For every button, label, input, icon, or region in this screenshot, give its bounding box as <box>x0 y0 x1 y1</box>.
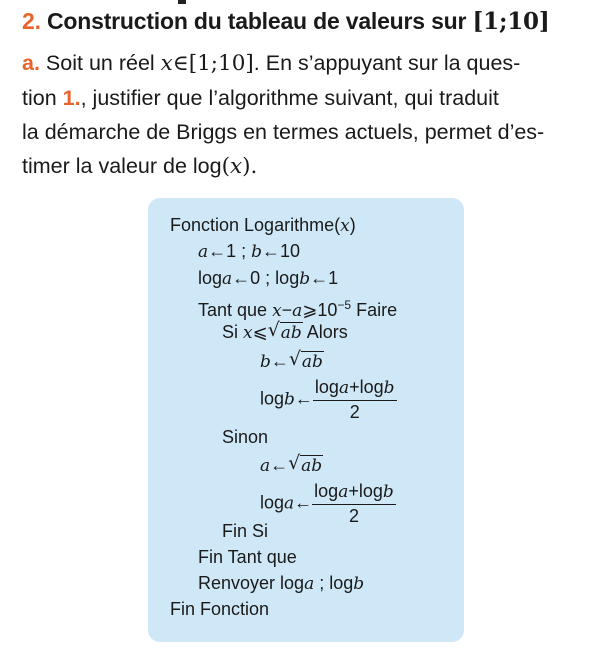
algo-text: Fin Tant que <box>198 547 297 567</box>
algo-line-function <box>170 212 356 239</box>
algo-text: log <box>260 492 285 513</box>
sqrt-symbol: √ <box>288 452 301 474</box>
algo-text: ← <box>294 492 313 513</box>
algo-text: +log <box>348 481 383 501</box>
sqrt-ab <box>289 348 324 375</box>
sqrt-radicand: ab <box>301 352 323 372</box>
algo-text: log <box>314 377 339 397</box>
algo-var: a <box>222 269 233 289</box>
algo-text: Sinon <box>222 427 269 447</box>
algo-var: a <box>304 574 315 594</box>
algo-var: a <box>338 378 350 398</box>
algo-text: log <box>260 388 285 409</box>
section-heading <box>22 8 550 35</box>
algo-line-endfunction <box>170 596 269 622</box>
algo-text: ←10 <box>262 241 301 261</box>
sqrt-symbol: √ <box>288 348 301 370</box>
algo-text: Alors <box>302 322 348 342</box>
algo-var: b <box>353 574 365 594</box>
algo-text: ←0 ; log <box>232 268 300 288</box>
algo-text: log <box>314 481 339 501</box>
var-x: x <box>160 51 173 76</box>
algo-text: log <box>198 268 223 288</box>
algo-line-b-assign <box>260 348 324 375</box>
fraction-numerator <box>313 376 397 401</box>
algo-var: b <box>299 269 311 289</box>
section-interval: [1;10] <box>472 8 550 35</box>
algo-var: x <box>340 216 350 236</box>
sqrt-symbol: √ <box>267 319 280 341</box>
algo-line-else <box>222 424 268 450</box>
element-of-symbol: ∈ <box>172 51 189 76</box>
algo-text: Faire <box>351 300 398 320</box>
fraction-numerator <box>312 480 396 505</box>
log-argument: x <box>229 154 243 179</box>
sqrt-radicand: ab <box>301 456 323 476</box>
algo-text: ⩽ <box>252 322 268 342</box>
algo-var: a <box>292 301 303 321</box>
algo-var: b <box>383 378 395 398</box>
section-title: Construction du tableau de valeurs sur <box>47 8 467 34</box>
question-label: a. <box>22 51 40 75</box>
log-open-paren: ( <box>221 154 230 179</box>
algo-var: b <box>284 389 295 410</box>
question-reference: 1. <box>62 86 81 110</box>
algo-text: ⩾10 <box>302 300 338 320</box>
fraction-denominator: 2 <box>349 402 360 422</box>
algo-text: +log <box>349 377 384 397</box>
question-text-4: , justifier que l’algorithme suivant, qui traduit <box>80 86 499 110</box>
algo-var: x <box>243 323 253 343</box>
algo-text: ← <box>270 351 289 371</box>
algo-text: ) <box>349 215 356 235</box>
algo-text: Fin Si <box>222 521 269 541</box>
question-interval: [1;10] <box>188 51 254 76</box>
algo-var: b <box>260 352 271 372</box>
algo-line-endif <box>222 518 268 544</box>
question-text-2: . En s’appuyant sur la ques- <box>253 51 521 75</box>
page-top-mark <box>178 0 186 4</box>
log-close-paren: ). <box>242 154 258 179</box>
algo-text: ; log <box>314 573 354 593</box>
fraction <box>313 376 397 423</box>
algo-text: ← <box>270 455 289 475</box>
algo-var: a <box>198 242 209 262</box>
sqrt-ab <box>288 452 323 479</box>
algo-text: Fin Fonction <box>170 599 270 619</box>
question-text-3: tion <box>22 86 57 110</box>
section-number: 2. <box>22 8 41 34</box>
algo-line-init-ab <box>198 238 300 265</box>
fraction-denominator: 2 <box>348 506 359 526</box>
algo-line-init-logs <box>198 265 338 292</box>
question-text-6: timer la valeur de <box>22 154 187 178</box>
algo-var: a <box>284 493 295 514</box>
sqrt-ab <box>268 319 303 346</box>
algo-exponent: −5 <box>337 298 352 312</box>
sqrt-radicand: ab <box>280 323 302 343</box>
algo-text: Tant que <box>198 300 273 320</box>
algo-text: Fonction Logarithme( <box>170 215 341 235</box>
algo-text: Si <box>222 322 244 342</box>
algo-text: Renvoyer log <box>198 573 305 593</box>
question-text-5: la démarche de Briggs en termes actuels, permet d’es- <box>22 120 545 144</box>
algo-var: x <box>272 301 282 321</box>
algo-text: ← <box>294 388 313 409</box>
algo-line-endwhile <box>198 544 297 570</box>
algo-var: b <box>251 242 263 262</box>
algo-line-if <box>222 319 348 346</box>
algo-line-loga-assign <box>260 480 396 527</box>
fraction <box>312 480 396 527</box>
algo-line-logb-assign <box>260 376 397 423</box>
algo-text: − <box>281 300 293 320</box>
algorithm-box <box>148 198 464 642</box>
question-paragraph <box>22 46 592 184</box>
log-function: log <box>192 154 222 178</box>
question-text-1: Soit un réel <box>45 51 155 75</box>
algo-var: a <box>260 456 271 476</box>
algo-var: b <box>382 482 394 502</box>
algo-var: a <box>338 482 349 502</box>
algo-text: ←1 ; <box>208 241 252 261</box>
algo-line-return <box>198 570 364 597</box>
algo-line-a-assign <box>260 452 323 479</box>
algo-text: ←1 <box>310 268 339 288</box>
